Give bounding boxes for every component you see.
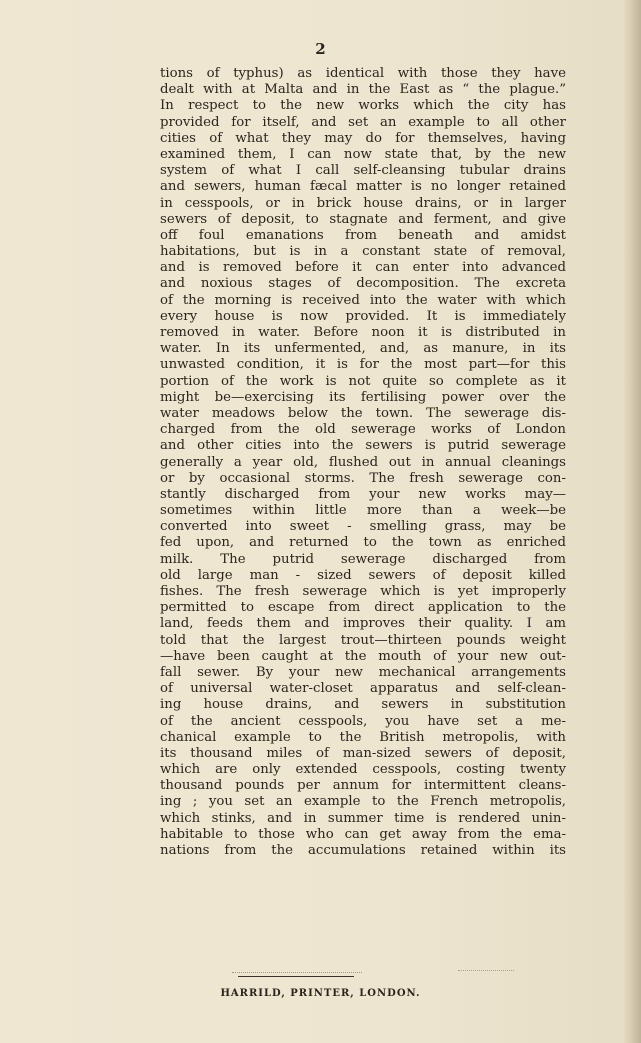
ink-smudge <box>458 964 514 971</box>
text-line: sometimes within little more than a week—be <box>160 503 566 519</box>
text-line: tions of typhus) as identical with those they have <box>160 66 566 81</box>
ink-smudge <box>232 966 362 973</box>
text-line: water. In its unfermented, and, as manure, in its <box>160 341 566 357</box>
text-line: off foul emanations from beneath and amidst <box>160 227 566 243</box>
text-line: fall sewer. By your new mechanical arrangements <box>160 664 566 680</box>
text-line: old large man - sized sewers of deposit killed <box>160 567 566 583</box>
text-line: ing house drains, and sewers in substitution <box>160 697 566 713</box>
text-line: told that the largest trout—thirteen pounds weight <box>160 632 566 648</box>
text-line: cities of what they may do for themselves, having <box>160 130 566 146</box>
text-line: charged from the old sewerage works of London <box>160 422 566 438</box>
text-line: and is removed before it can enter into advanced <box>160 260 566 276</box>
text-line: chanical example to the British metropolis, with <box>160 729 566 745</box>
text-line: habitations, but is in a constant state of removal, <box>160 244 566 260</box>
page-edge-shadow <box>623 0 641 1043</box>
text-line: provided for itself, and set an example to all other <box>160 114 566 130</box>
text-line: water meadows below the town. The sewerage dis- <box>160 405 566 421</box>
text-line: In respect to the new works which the city has <box>160 98 566 114</box>
text-line: of the morning is received into the water with which <box>160 292 566 308</box>
footer-rule <box>238 976 354 977</box>
text-line: generally a year old, flushed out in annual cleanings <box>160 454 566 470</box>
text-line: ing ; you set an example to the French metropolis, <box>160 794 566 810</box>
text-line: and noxious stages of decomposition. The excreta <box>160 276 566 292</box>
text-line: converted into sweet - smelling grass, may be <box>160 519 566 535</box>
text-line: fed upon, and returned to the town as enriched <box>160 535 566 551</box>
text-line: unwasted condition, it is for the most part—for this <box>160 357 566 373</box>
text-line: and other cities into the sewers is putrid sewerage <box>160 438 566 454</box>
text-line: might be—exercising its fertilising power over the <box>160 389 566 405</box>
text-line: of universal water-closet apparatus and self-clean- <box>160 681 566 697</box>
text-line: —have been caught at the mouth of your new out- <box>160 648 566 664</box>
text-line: or by occasional storms. The fresh sewerage con- <box>160 470 566 486</box>
text-line: examined them, I can now state that, by the new <box>160 146 566 162</box>
text-line: every house is now provided. It is immediately <box>160 308 566 324</box>
text-line: which stinks, and in summer time is rendered unin- <box>160 810 566 826</box>
text-line: permitted to escape from direct application to the <box>160 600 566 616</box>
text-line: sewers of deposit, to stagnate and ferment, and give <box>160 211 566 227</box>
text-line: dealt with at Malta and in the East as “ the plague.” <box>160 82 566 98</box>
text-line: stantly discharged from your new works may— <box>160 486 566 502</box>
text-line: thousand pounds per annum for intermittent cleans- <box>160 778 566 794</box>
text-line: which are only extended cesspools, costing twenty <box>160 762 566 778</box>
text-line: and sewers, human fæcal matter is no longer retained <box>160 179 566 195</box>
text-line: in cesspools, or in brick house drains, or in larger <box>160 195 566 211</box>
printer-imprint: HARRILD, PRINTER, LONDON. <box>220 988 421 999</box>
text-line: removed in water. Before noon it is distributed in <box>160 325 566 340</box>
text-line: portion of the work is not quite so complete as it <box>160 373 566 389</box>
text-line: its thousand miles of man-sized sewers of deposit, <box>160 745 566 761</box>
page-number: 2 <box>315 40 326 58</box>
text-line: fishes. The fresh sewerage which is yet improperly <box>160 584 566 599</box>
text-line: habitable to those who can get away from the ema- <box>160 826 566 842</box>
text-line: nations from the accumulations retained within its <box>160 843 566 858</box>
text-line: system of what I call self-cleansing tubular drains <box>160 163 566 179</box>
body-text <box>160 66 566 859</box>
text-line: milk. The putrid sewerage discharged from <box>160 551 566 567</box>
text-line: land, feeds them and improves their quality. I am <box>160 616 566 632</box>
text-line: of the ancient cesspools, you have set a me- <box>160 713 566 729</box>
